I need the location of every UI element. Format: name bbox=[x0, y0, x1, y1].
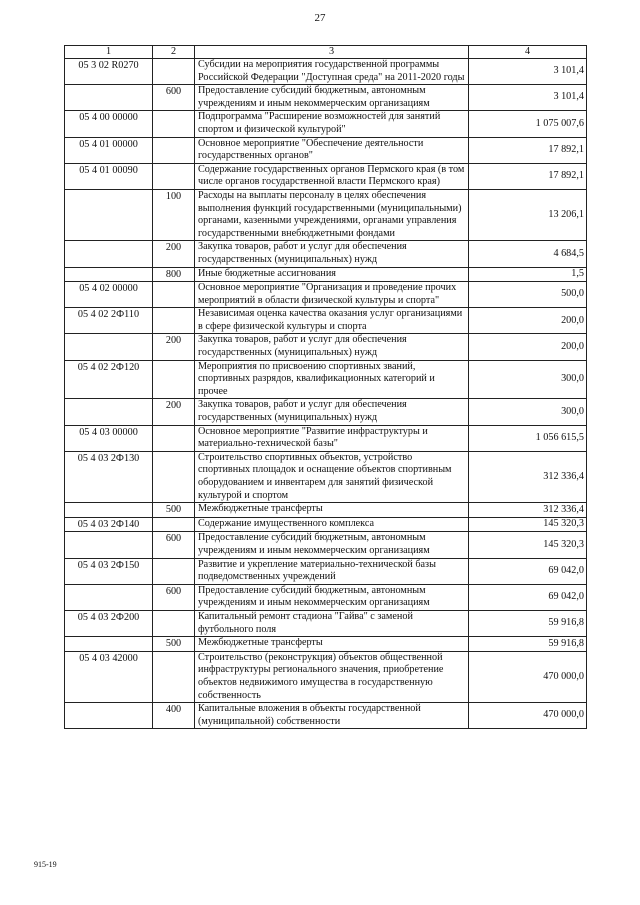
row-kind-cell: 200 bbox=[153, 241, 195, 267]
column-header-code: 1 bbox=[65, 46, 153, 59]
row-code-cell: 05 4 00 00000 bbox=[65, 111, 153, 137]
row-kind-cell: 600 bbox=[153, 584, 195, 610]
row-code-cell bbox=[65, 637, 153, 652]
row-code-cell: 05 4 03 2Ф150 bbox=[65, 558, 153, 584]
row-amount-cell: 69 042,0 bbox=[469, 584, 587, 610]
row-name-cell: Основное мероприятие "Обеспечение деятельности государственных органов" bbox=[195, 137, 469, 163]
row-code-cell: 05 4 02 00000 bbox=[65, 282, 153, 308]
row-amount-cell: 1 075 007,6 bbox=[469, 111, 587, 137]
row-name-cell: Содержание государственных органов Пермского края (в том числе органов государственной власти Пермского края) bbox=[195, 163, 469, 189]
row-code-cell bbox=[65, 85, 153, 111]
table-row bbox=[65, 267, 587, 282]
row-code-cell: 05 4 03 2Ф130 bbox=[65, 451, 153, 502]
row-kind-cell bbox=[153, 308, 195, 334]
row-kind-cell bbox=[153, 59, 195, 85]
row-kind-cell bbox=[153, 651, 195, 702]
row-kind-cell bbox=[153, 425, 195, 451]
row-name-cell: Предоставление субсидий бюджетным, автономным учреждениям и иным некоммерческим организациям bbox=[195, 532, 469, 558]
row-amount-cell: 200,0 bbox=[469, 308, 587, 334]
row-amount-cell: 300,0 bbox=[469, 399, 587, 425]
table-row bbox=[65, 637, 587, 652]
row-amount-cell: 300,0 bbox=[469, 360, 587, 399]
footer-code: 915-19 bbox=[34, 860, 57, 869]
row-kind-cell: 600 bbox=[153, 532, 195, 558]
table-row bbox=[65, 85, 587, 111]
table-header-row bbox=[65, 46, 587, 59]
table-row bbox=[65, 137, 587, 163]
row-code-cell bbox=[65, 241, 153, 267]
row-code-cell: 05 3 02 R0270 bbox=[65, 59, 153, 85]
table-row bbox=[65, 189, 587, 240]
row-name-cell: Подпрограмма "Расширение возможностей для занятий спортом и физической культурой" bbox=[195, 111, 469, 137]
row-name-cell: Капитальные вложения в объекты государственной (муниципальной) собственности bbox=[195, 703, 469, 729]
row-code-cell bbox=[65, 399, 153, 425]
page-number: 27 bbox=[314, 12, 326, 24]
table-row bbox=[65, 360, 587, 399]
row-code-cell: 05 4 01 00090 bbox=[65, 163, 153, 189]
row-kind-cell: 500 bbox=[153, 503, 195, 518]
row-code-cell bbox=[65, 584, 153, 610]
row-kind-cell: 500 bbox=[153, 637, 195, 652]
row-name-cell: Субсидии на мероприятия государственной программы Российской Федерации "Доступная среда" на 2011-2020 годы bbox=[195, 59, 469, 85]
row-kind-cell: 400 bbox=[153, 703, 195, 729]
row-code-cell: 05 4 03 42000 bbox=[65, 651, 153, 702]
row-kind-cell bbox=[153, 360, 195, 399]
table-row bbox=[65, 558, 587, 584]
row-name-cell: Мероприятия по присвоению спортивных званий, спортивных разрядов, квалификационных категорий и прочее bbox=[195, 360, 469, 399]
row-code-cell bbox=[65, 267, 153, 282]
row-name-cell: Закупка товаров, работ и услуг для обеспечения государственных (муниципальных) нужд bbox=[195, 399, 469, 425]
row-name-cell: Строительство (реконструкция) объектов общественной инфраструктуры регионального значения, приобретение объектов недвижимого имущества в государственную собственность bbox=[195, 651, 469, 702]
row-amount-cell: 1 056 615,5 bbox=[469, 425, 587, 451]
row-amount-cell: 17 892,1 bbox=[469, 163, 587, 189]
row-name-cell: Независимая оценка качества оказания услуг организациями в сфере физической культуры и спорта bbox=[195, 308, 469, 334]
row-kind-cell bbox=[153, 137, 195, 163]
row-amount-cell: 69 042,0 bbox=[469, 558, 587, 584]
row-kind-cell bbox=[153, 558, 195, 584]
table-row bbox=[65, 503, 587, 518]
row-kind-cell: 100 bbox=[153, 189, 195, 240]
row-amount-cell: 3 101,4 bbox=[469, 85, 587, 111]
row-kind-cell: 600 bbox=[153, 85, 195, 111]
row-amount-cell: 1,5 bbox=[469, 267, 587, 282]
row-name-cell: Закупка товаров, работ и услуг для обеспечения государственных (муниципальных) нужд bbox=[195, 241, 469, 267]
table-row bbox=[65, 517, 587, 532]
budget-table bbox=[64, 45, 587, 729]
table-row bbox=[65, 59, 587, 85]
table-row bbox=[65, 451, 587, 502]
row-amount-cell: 470 000,0 bbox=[469, 703, 587, 729]
table-row bbox=[65, 425, 587, 451]
row-amount-cell: 470 000,0 bbox=[469, 651, 587, 702]
row-kind-cell bbox=[153, 517, 195, 532]
column-header-amount: 4 bbox=[469, 46, 587, 59]
row-amount-cell: 200,0 bbox=[469, 334, 587, 360]
table-row bbox=[65, 241, 587, 267]
row-code-cell bbox=[65, 334, 153, 360]
row-name-cell: Межбюджетные трансферты bbox=[195, 503, 469, 518]
row-code-cell: 05 4 03 2Ф200 bbox=[65, 610, 153, 636]
table-row bbox=[65, 399, 587, 425]
table-row bbox=[65, 308, 587, 334]
row-code-cell bbox=[65, 189, 153, 240]
row-name-cell: Расходы на выплаты персоналу в целях обеспечения выполнения функций государственными (муниципальными) органами, казенными учреждениями, органами управления государственными внебюджетными фондами bbox=[195, 189, 469, 240]
row-amount-cell: 59 916,8 bbox=[469, 610, 587, 636]
row-name-cell: Предоставление субсидий бюджетным, автономным учреждениям и иным некоммерческим организациям bbox=[195, 584, 469, 610]
row-amount-cell: 145 320,3 bbox=[469, 517, 587, 532]
row-name-cell: Основное мероприятие "Организация и проведение прочих мероприятий в области физической культуры и спорта" bbox=[195, 282, 469, 308]
row-kind-cell bbox=[153, 610, 195, 636]
row-code-cell: 05 4 03 00000 bbox=[65, 425, 153, 451]
table-row bbox=[65, 651, 587, 702]
column-header-name: 3 bbox=[195, 46, 469, 59]
table-row bbox=[65, 610, 587, 636]
row-kind-cell bbox=[153, 163, 195, 189]
table-row bbox=[65, 532, 587, 558]
row-code-cell bbox=[65, 703, 153, 729]
row-name-cell: Закупка товаров, работ и услуг для обеспечения государственных (муниципальных) нужд bbox=[195, 334, 469, 360]
row-code-cell: 05 4 02 2Ф110 bbox=[65, 308, 153, 334]
row-code-cell: 05 4 03 2Ф140 bbox=[65, 517, 153, 532]
row-kind-cell bbox=[153, 111, 195, 137]
table-row bbox=[65, 282, 587, 308]
table-row bbox=[65, 334, 587, 360]
table-row bbox=[65, 584, 587, 610]
row-code-cell bbox=[65, 532, 153, 558]
row-amount-cell: 13 206,1 bbox=[469, 189, 587, 240]
row-amount-cell: 4 684,5 bbox=[469, 241, 587, 267]
row-name-cell: Строительство спортивных объектов, устройство спортивных площадок и оснащение объектов спортивным оборудованием и инвентарем для занятий физической культурой и спортом bbox=[195, 451, 469, 502]
column-header-kind: 2 bbox=[153, 46, 195, 59]
row-amount-cell: 312 336,4 bbox=[469, 503, 587, 518]
row-name-cell: Межбюджетные трансферты bbox=[195, 637, 469, 652]
row-amount-cell: 59 916,8 bbox=[469, 637, 587, 652]
table-row bbox=[65, 111, 587, 137]
row-name-cell: Основное мероприятие "Развитие инфраструктуры и материально-технической базы" bbox=[195, 425, 469, 451]
row-kind-cell bbox=[153, 282, 195, 308]
row-name-cell: Капитальный ремонт стадиона "Гайва" с заменой футбольного поля bbox=[195, 610, 469, 636]
row-kind-cell: 200 bbox=[153, 399, 195, 425]
row-kind-cell bbox=[153, 451, 195, 502]
row-amount-cell: 500,0 bbox=[469, 282, 587, 308]
row-amount-cell: 17 892,1 bbox=[469, 137, 587, 163]
row-name-cell: Иные бюджетные ассигнования bbox=[195, 267, 469, 282]
row-kind-cell: 200 bbox=[153, 334, 195, 360]
row-name-cell: Предоставление субсидий бюджетным, автономным учреждениям и иным некоммерческим организациям bbox=[195, 85, 469, 111]
table-row bbox=[65, 703, 587, 729]
row-kind-cell: 800 bbox=[153, 267, 195, 282]
row-amount-cell: 312 336,4 bbox=[469, 451, 587, 502]
row-amount-cell: 3 101,4 bbox=[469, 59, 587, 85]
row-code-cell: 05 4 02 2Ф120 bbox=[65, 360, 153, 399]
row-code-cell bbox=[65, 503, 153, 518]
row-amount-cell: 145 320,3 bbox=[469, 532, 587, 558]
table-row bbox=[65, 163, 587, 189]
row-code-cell: 05 4 01 00000 bbox=[65, 137, 153, 163]
row-name-cell: Содержание имущественного комплекса bbox=[195, 517, 469, 532]
row-name-cell: Развитие и укрепление материально-технической базы подведомственных учреждений bbox=[195, 558, 469, 584]
